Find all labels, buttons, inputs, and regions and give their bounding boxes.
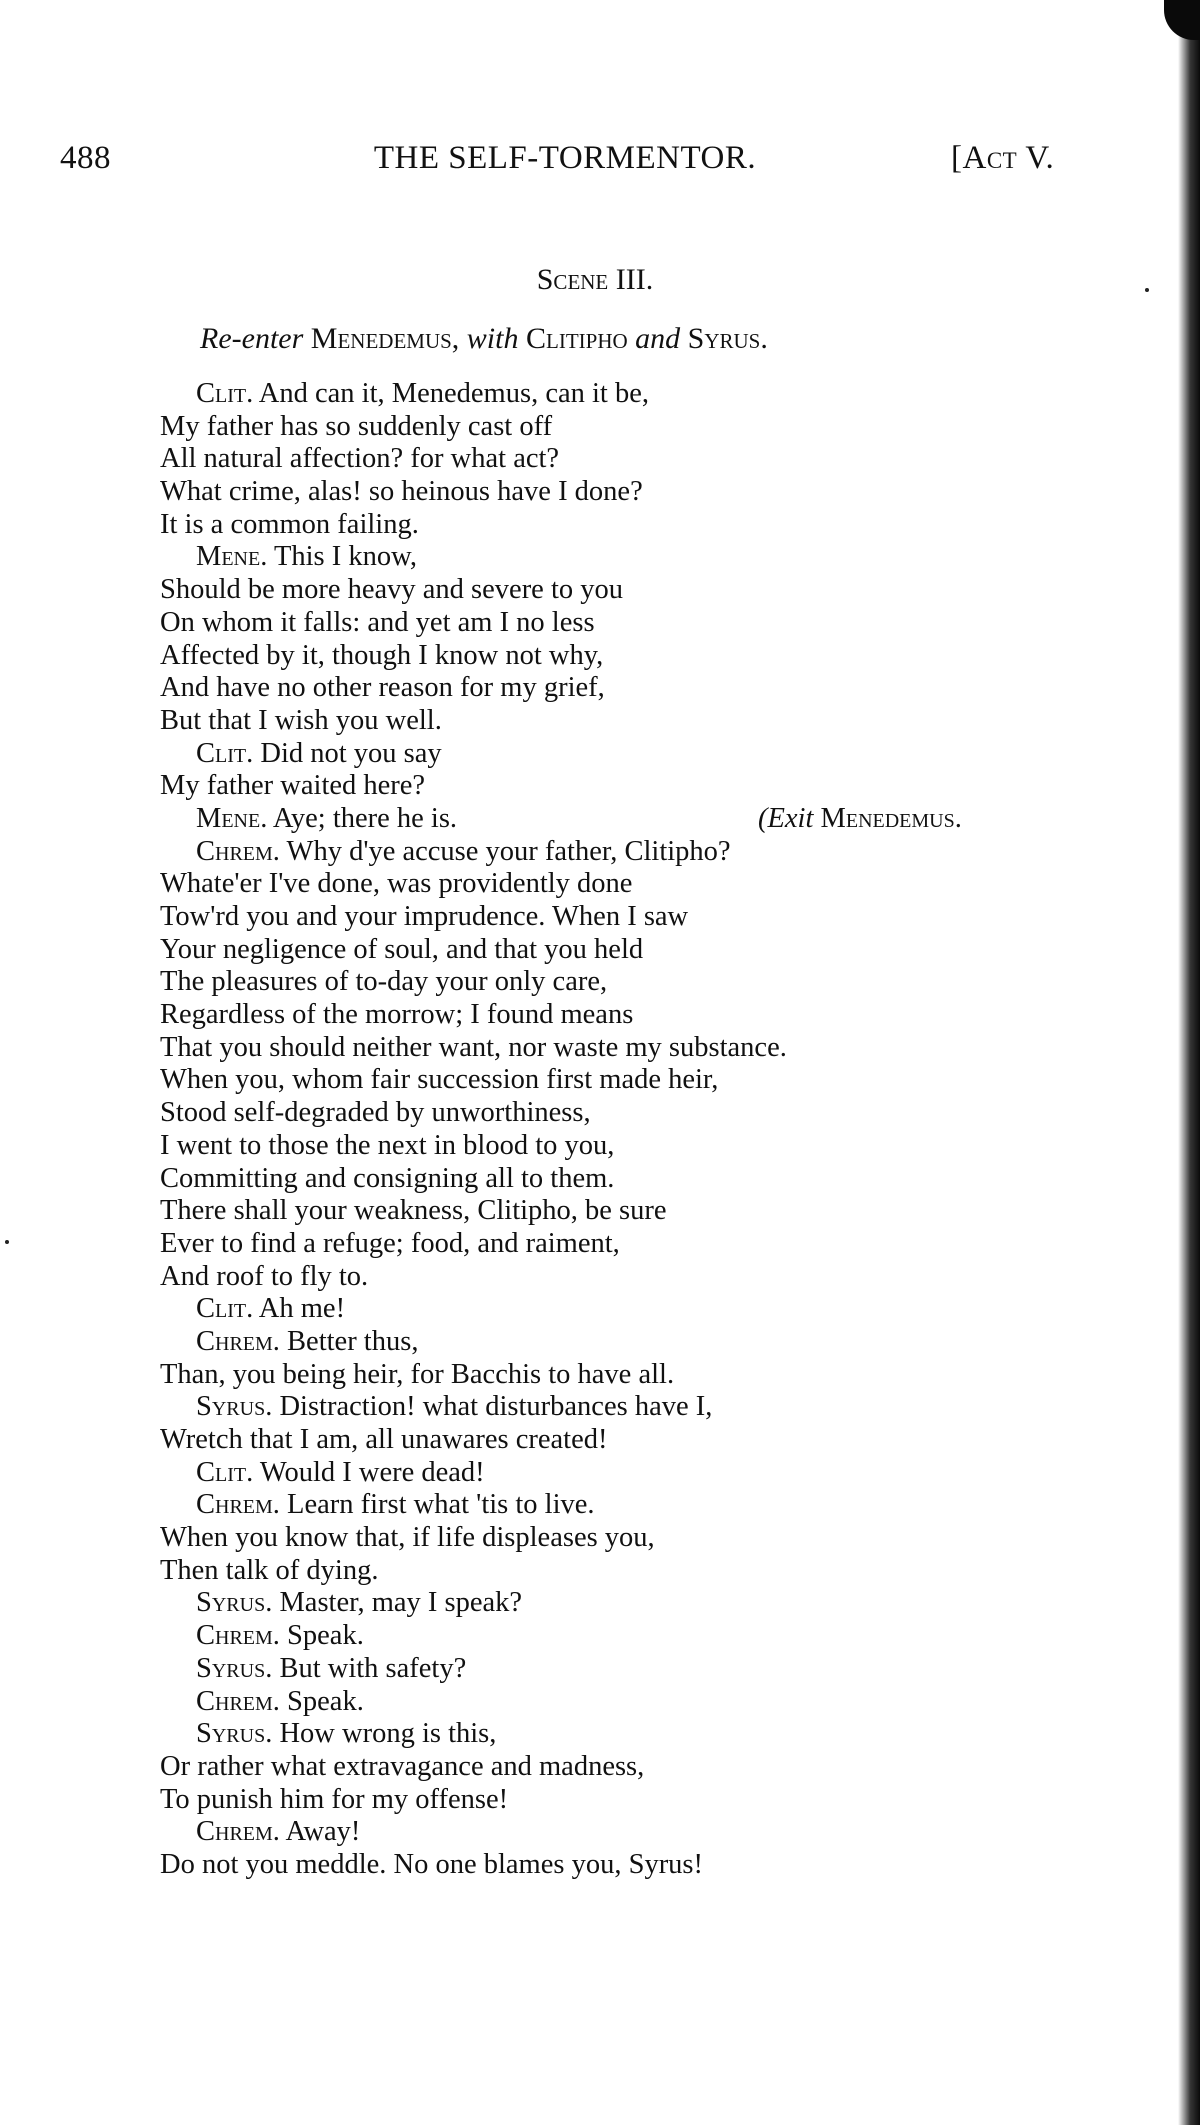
verse-line (160, 999, 1060, 1032)
verse-line (160, 1228, 1060, 1261)
line-text: Committing and consigning all to them. (160, 1162, 615, 1194)
verse-line (160, 901, 1060, 934)
verse-line (160, 672, 1060, 705)
scene-title-text: Scene III. (536, 263, 654, 296)
verse-line (160, 1032, 1060, 1065)
line-text: And have no other reason for my grief, (160, 672, 605, 704)
line-text: The pleasures of to-day your only care, (160, 966, 608, 998)
verse-line (160, 476, 1060, 509)
line-text: How wrong is this, (279, 1718, 497, 1750)
line-text: Master, may I speak? (279, 1587, 523, 1619)
running-title-text: THE SELF-TORMENTOR. (373, 140, 757, 176)
print-speck (5, 1240, 9, 1244)
act-label: [Act V. (951, 140, 1055, 176)
line-text: When you, whom fair succession first made heir, (160, 1064, 719, 1096)
direction-text: Re-enter (200, 322, 304, 355)
direction-text: with (466, 322, 519, 355)
verse-line (160, 966, 1060, 999)
scene-title (0, 263, 1200, 297)
line-text: Did not you say (260, 737, 442, 769)
verse-line (160, 574, 1060, 607)
verse-line (160, 1261, 1060, 1294)
verse-line (160, 836, 1060, 869)
verse-line (160, 1359, 1060, 1392)
verse-line (160, 1424, 1060, 1457)
line-text: What crime, alas! so heinous have I done? (160, 476, 643, 508)
verse-line (160, 1555, 1060, 1588)
verse-line (160, 1620, 1060, 1653)
line-text: Learn first what 'tis to live. (287, 1489, 595, 1521)
line-text: Your negligence of soul, and that you held (160, 933, 644, 965)
line-text: Do not you meddle. No one blames you, Syrus! (160, 1848, 704, 1880)
line-text: Then talk of dying. (160, 1554, 379, 1586)
line-text: When you know that, if life displeases you, (160, 1522, 655, 1554)
speaker-name: Clit. (196, 737, 254, 769)
speaker-name: Clit. (196, 1456, 254, 1488)
speaker-name: Syrus. (196, 1391, 273, 1423)
verse-line (160, 509, 1060, 542)
line-text: All natural affection? for what act? (160, 443, 560, 475)
speaker-name: Mene. (196, 802, 268, 834)
line-text: It is a common failing. (160, 508, 419, 540)
character-name: Menedemus, (310, 322, 460, 355)
verse-line (160, 1849, 1060, 1882)
line-text: Ever to find a refuge; food, and raiment, (160, 1227, 620, 1259)
speaker-name: Chrem. (196, 1685, 280, 1717)
line-text: Tow'rd you and your imprudence. When I saw (160, 901, 689, 932)
page-corner-shadow (1164, 0, 1200, 40)
verse-line (160, 640, 1060, 673)
verse-line (160, 1489, 1060, 1522)
line-text: On whom it falls: and yet am I no less (160, 606, 595, 638)
speaker-name: Chrem. (196, 835, 280, 867)
line-text: Whate'er I've done, was providently done (160, 868, 633, 900)
line-text: To punish him for my offense! (160, 1783, 509, 1815)
character-name: Syrus. (687, 322, 768, 355)
verse-line (160, 1326, 1060, 1359)
line-text: Speak. (287, 1620, 364, 1652)
line-text: Better thus, (287, 1325, 419, 1357)
verse-line (160, 1293, 1060, 1326)
character-name: Clitipho (525, 322, 628, 355)
line-text: But that I wish you well. (160, 704, 442, 736)
line-text: And can it, Menedemus, can it be, (258, 378, 649, 409)
speaker-name: Syrus. (196, 1587, 273, 1619)
line-text: Aye; there he is. (272, 802, 458, 834)
line-text: Ah me! (258, 1293, 346, 1325)
line-text: My father waited here? (160, 770, 426, 802)
speaker-name: Chrem. (196, 1489, 280, 1521)
verse-line (160, 803, 1060, 836)
speaker-name: Clit. (196, 378, 254, 409)
verse-line (160, 1163, 1060, 1196)
verse-line (160, 1522, 1060, 1555)
line-text: Would I were dead! (259, 1456, 485, 1488)
speaker-name: Mene. (196, 541, 268, 573)
line-text: Affected by it, though I know not why, (160, 639, 604, 671)
line-text: But with safety? (279, 1652, 467, 1684)
speaker-name: Chrem. (196, 1325, 280, 1357)
verse-line (160, 1195, 1060, 1228)
line-text: Why d'ye accuse your father, Clitipho? (286, 835, 731, 867)
page-edge-shadow (1178, 0, 1200, 2125)
page-number: 488 (60, 140, 111, 176)
verse-line (160, 1718, 1060, 1751)
line-text: Distraction! what disturbances have I, (279, 1391, 713, 1423)
line-text: That you should neither want, nor waste my substance. (160, 1031, 787, 1063)
exit-direction (758, 803, 962, 836)
line-text: Or rather what extravagance and madness, (160, 1750, 645, 1782)
verse-line (160, 1784, 1060, 1817)
speaker-name: Chrem. (196, 1816, 280, 1848)
speaker-name: Clit. (196, 1293, 254, 1325)
verse-line (160, 411, 1060, 444)
line-text: My father has so suddenly cast off (160, 410, 553, 442)
verse-line (160, 378, 1060, 411)
line-text: This I know, (273, 541, 417, 573)
verse-line (160, 1653, 1060, 1686)
stage-direction (200, 320, 768, 358)
line-text: Regardless of the morrow; I found means (160, 999, 634, 1031)
verse-text (160, 378, 1060, 1882)
verse-line (160, 1751, 1060, 1784)
print-speck (1145, 288, 1149, 292)
verse-line (160, 1097, 1060, 1130)
verse-line (160, 705, 1060, 738)
line-text: Should be more heavy and severe to you (160, 574, 623, 606)
line-text: Speak. (287, 1685, 364, 1717)
verse-line (160, 1587, 1060, 1620)
verse-line (160, 541, 1060, 574)
line-text: Than, you being heir, for Bacchis to have all. (160, 1358, 675, 1390)
speaker-name: Syrus. (196, 1652, 273, 1684)
exit-text: (Exit (758, 802, 814, 834)
verse-line (160, 1130, 1060, 1163)
line-text: Away! (285, 1816, 361, 1848)
character-name: Menedemus. (820, 802, 962, 834)
line-text: I went to those the next in blood to you, (160, 1129, 615, 1161)
verse-line (160, 934, 1060, 967)
verse-line (160, 1457, 1060, 1490)
speaker-name: Syrus. (196, 1718, 273, 1750)
line-text: Wretch that I am, all unawares created! (160, 1424, 608, 1455)
verse-line (160, 443, 1060, 476)
direction-text: and (635, 322, 681, 355)
line-text: And roof to fly to. (160, 1260, 369, 1292)
speaker-name: Chrem. (196, 1620, 280, 1652)
verse-line (160, 770, 1060, 803)
line-text: There shall your weakness, Clitipho, be sure (160, 1195, 667, 1227)
line-text: Stood self-degraded by unworthiness, (160, 1097, 591, 1129)
verse-line (160, 868, 1060, 901)
verse-line (160, 1686, 1060, 1719)
verse-line (160, 738, 1060, 771)
verse-line (160, 1816, 1060, 1849)
verse-line (160, 1391, 1060, 1424)
verse-line (160, 1064, 1060, 1097)
verse-line (160, 607, 1060, 640)
